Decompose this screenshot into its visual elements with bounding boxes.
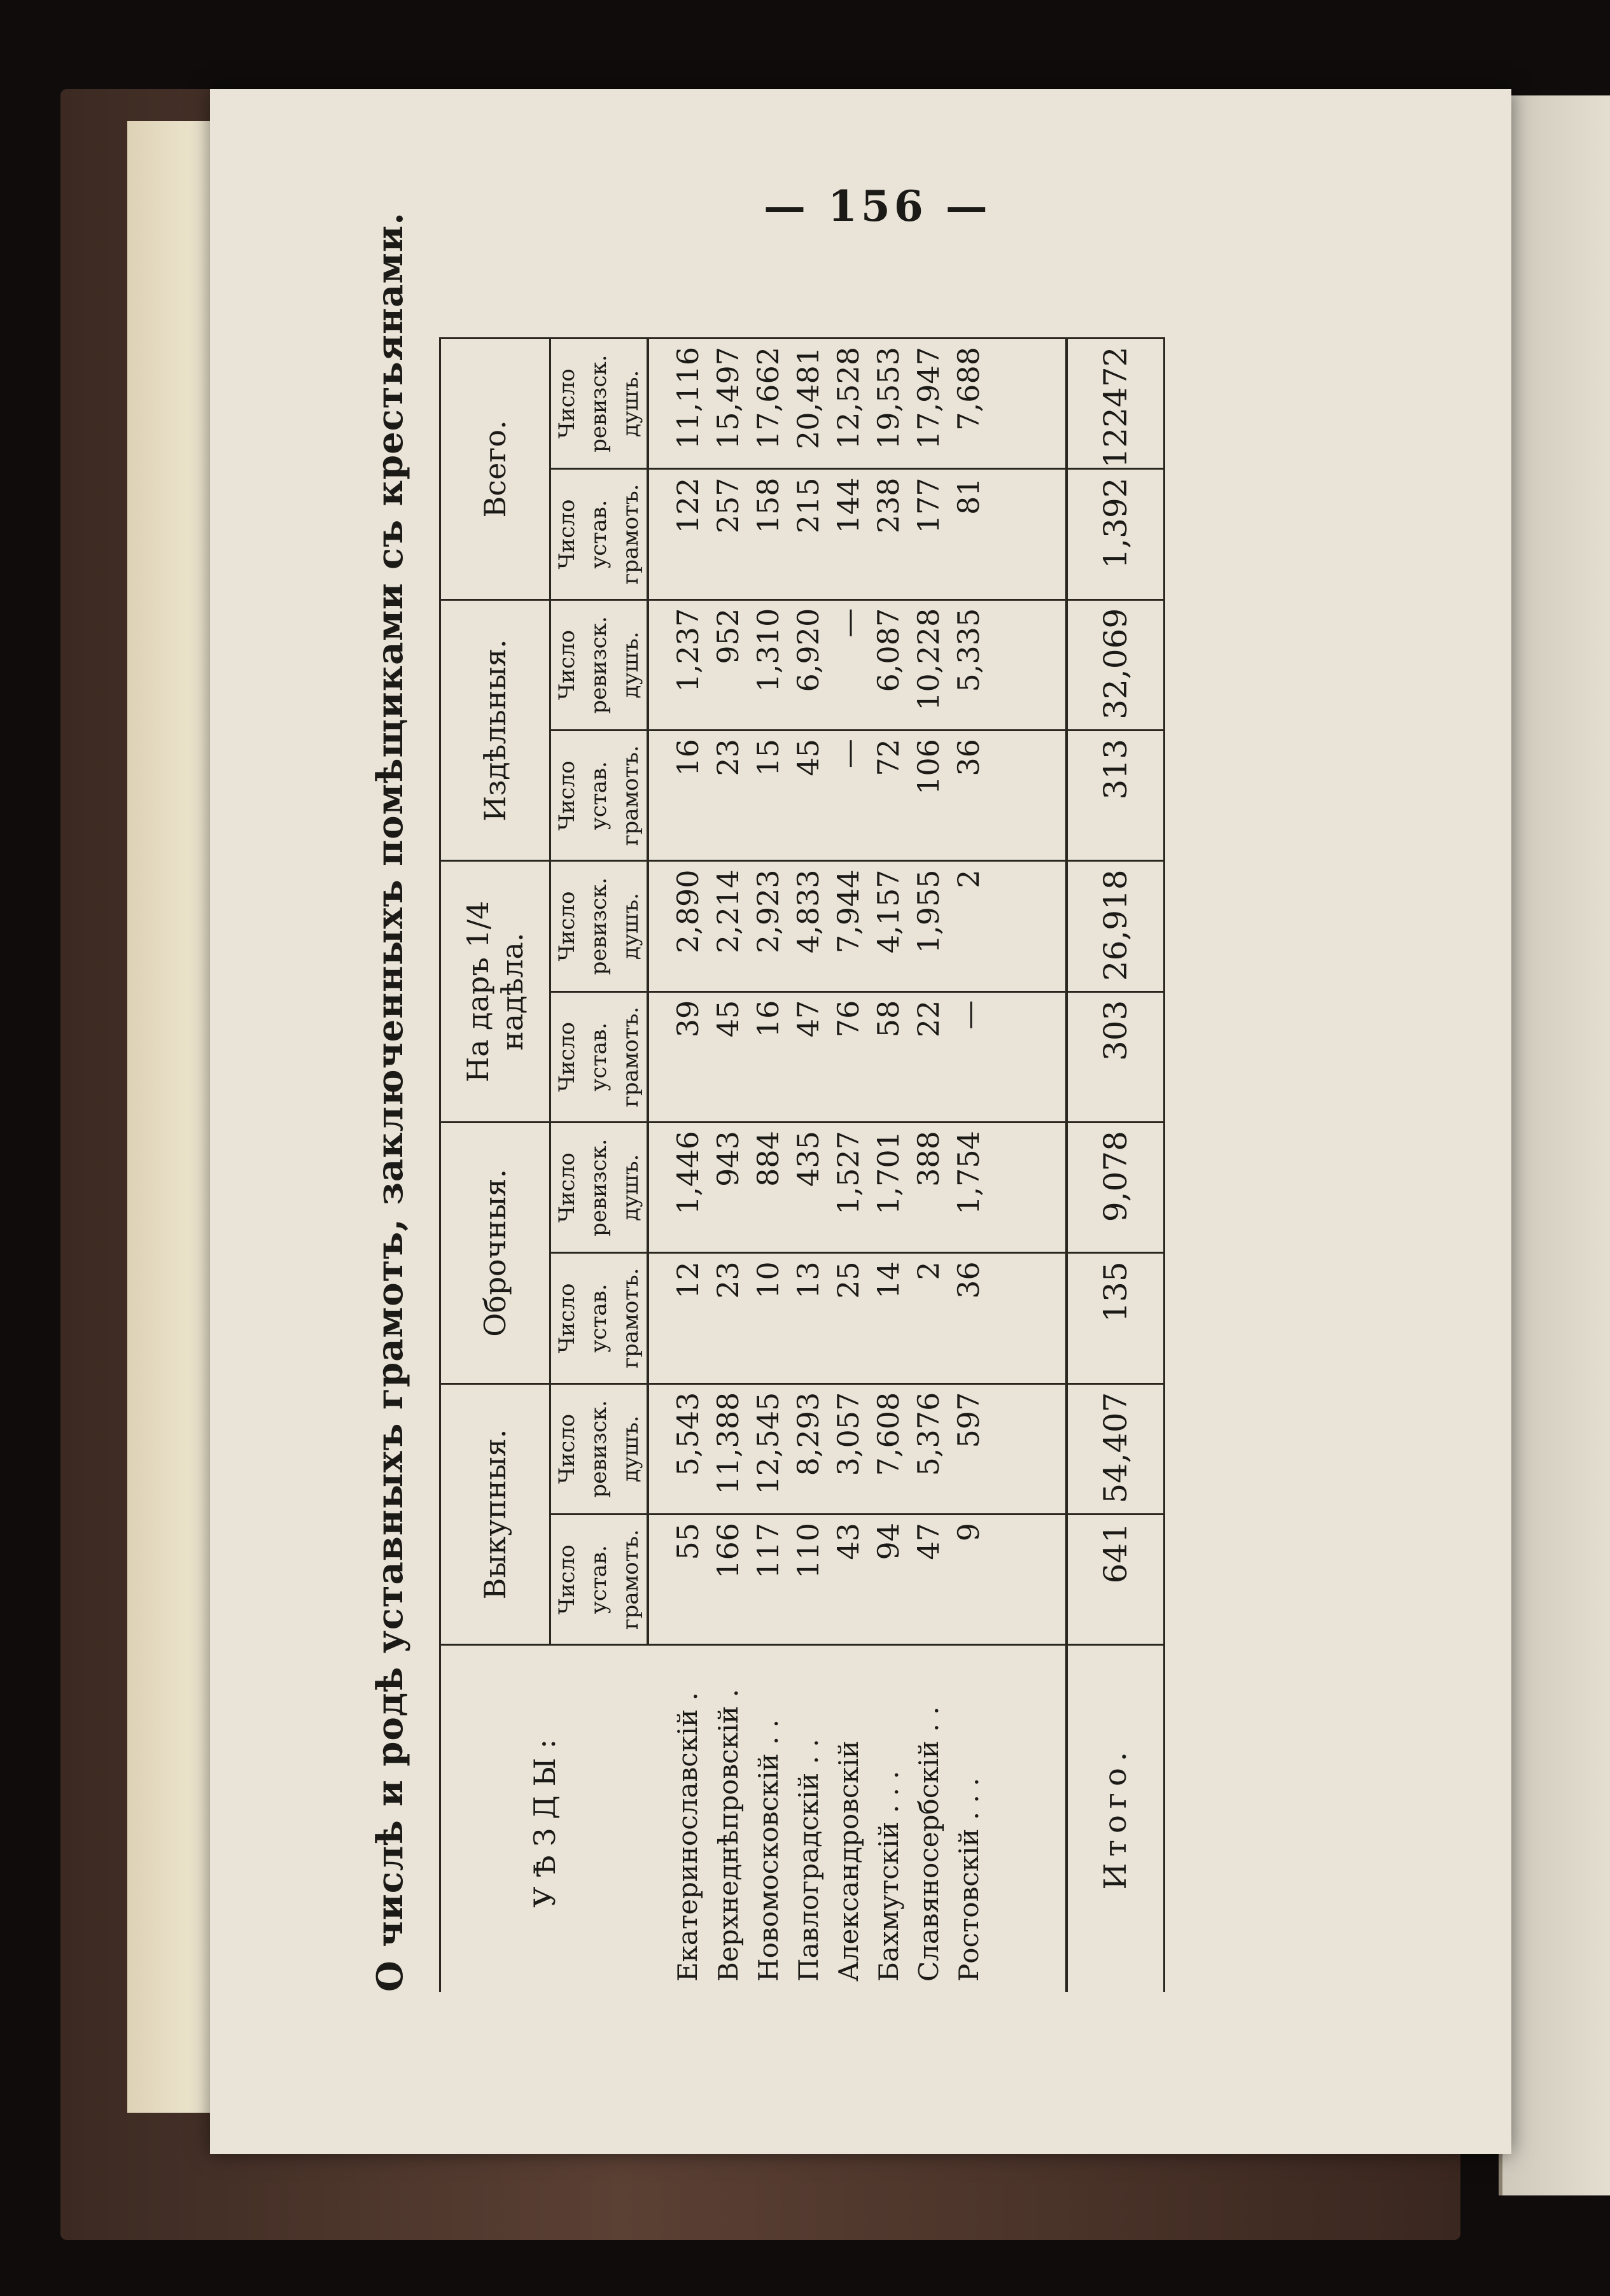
total-label: Итого. [1067, 1645, 1165, 1992]
table-cell: 435 [788, 1123, 829, 1253]
table-cell: 7,608 [869, 1383, 909, 1514]
district-name: Новомосковскій . . [748, 1645, 788, 1992]
table-cell: 4,833 [788, 861, 829, 991]
table-cell: 54,407 [1067, 1383, 1165, 1514]
group-header-corvee: Издѣльныя. [440, 599, 550, 861]
table-cell: 106 [909, 731, 949, 861]
empty-cell [989, 339, 1067, 469]
district-name: Верхнеднѣпровскій . [708, 1645, 748, 1992]
table-cell: 1,310 [748, 599, 788, 730]
subheader-souls: Число ревизск. душъ. [550, 1123, 648, 1253]
table-cell: 36 [949, 1253, 989, 1383]
table-cell: 13 [788, 1253, 829, 1383]
table-cell: 257 [708, 469, 748, 599]
table-cell: 25 [829, 1253, 869, 1383]
table-cell: 144 [829, 469, 869, 599]
district-header: УѢЗДЫ: [440, 1645, 648, 1992]
table-cell: 597 [949, 1383, 989, 1514]
table-caption: О числѣ и родѣ уставныхъ грамотъ, заключенныхъ помѣщиками съ крестьянами. [369, 212, 411, 1992]
table-cell: 81 [949, 469, 989, 599]
table-cell: 5,543 [648, 1383, 708, 1514]
total-row [1067, 339, 1165, 1992]
table-cell: 43 [829, 1514, 869, 1644]
table-cell: 14 [869, 1253, 909, 1383]
table-cell: 36 [949, 731, 989, 861]
table-cell: 9,078 [1067, 1123, 1165, 1253]
table-cell: 26,918 [1067, 861, 1165, 991]
table-cell: 11,388 [708, 1383, 748, 1514]
district-name: Павлоградскій . . [788, 1645, 829, 1992]
table-cell: 215 [788, 469, 829, 599]
table-cell: 8,293 [788, 1383, 829, 1514]
table-cell: — [829, 731, 869, 861]
table-cell: 388 [909, 1123, 949, 1253]
table-cell: 117 [748, 1514, 788, 1644]
facing-page-edge [1499, 95, 1610, 2195]
district-name: Екатеринославскій . [648, 1645, 708, 1992]
district-name: Бахмутскій . . . [869, 1645, 909, 1992]
table-cell: 303 [1067, 991, 1165, 1122]
table-cell: 55 [648, 1514, 708, 1644]
group-header-redemption: Выкупныя. [440, 1383, 550, 1645]
table-row [788, 339, 829, 1992]
subheader-charters: Число устав. грамотъ. [550, 731, 648, 861]
district-name: Александровскій [829, 1645, 869, 1992]
table-cell: 15,497 [708, 339, 748, 469]
empty-cell [989, 1383, 1067, 1514]
table-cell: 1,446 [648, 1123, 708, 1253]
table-cell: 166 [708, 1514, 748, 1644]
table-cell: 884 [748, 1123, 788, 1253]
district-name: Ростовскій . . . [949, 1645, 989, 1992]
table-cell: 12 [648, 1253, 708, 1383]
subheader-charters: Число устав. грамотъ. [550, 1253, 648, 1383]
table-cell: 10,228 [909, 599, 949, 730]
table-cell: 39 [648, 991, 708, 1122]
table-cell: 7,944 [829, 861, 869, 991]
charters-table [439, 337, 1165, 1992]
table-row [949, 339, 989, 1992]
empty-cell [989, 1645, 1067, 1992]
table-cell: 238 [869, 469, 909, 599]
rotated-table-block [369, 212, 1451, 1992]
table-cell: 122472 [1067, 339, 1165, 469]
table-cell: 10 [748, 1253, 788, 1383]
table-cell: 17,662 [748, 339, 788, 469]
table-row [748, 339, 788, 1992]
spacer-row [989, 339, 1067, 1992]
empty-cell [989, 599, 1067, 730]
table-cell: 32,069 [1067, 599, 1165, 730]
table-cell: 641 [1067, 1514, 1165, 1644]
empty-cell [989, 861, 1067, 991]
table-cell: 12,528 [829, 339, 869, 469]
table-cell: 952 [708, 599, 748, 730]
group-header-quitrent: Оброчныя. [440, 1123, 550, 1384]
table-cell: 45 [708, 991, 748, 1122]
table-cell: 94 [869, 1514, 909, 1644]
table-cell: 943 [708, 1123, 748, 1253]
table-cell: 11,116 [648, 339, 708, 469]
table-cell: 1,237 [648, 599, 708, 730]
empty-cell [989, 1514, 1067, 1644]
table-row [829, 339, 869, 1992]
subheader-souls: Число ревизск. душъ. [550, 599, 648, 730]
table-cell: 110 [788, 1514, 829, 1644]
table-cell: 158 [748, 469, 788, 599]
table-cell: 23 [708, 731, 748, 861]
table-cell: 72 [869, 731, 909, 861]
table-cell: 58 [869, 991, 909, 1122]
table-cell: 16 [748, 991, 788, 1122]
table-cell: — [949, 991, 989, 1122]
table-cell: 313 [1067, 731, 1165, 861]
table-cell: 23 [708, 1253, 748, 1383]
subheader-charters: Число устав. грамотъ. [550, 1514, 648, 1644]
group-header-total: Всего. [440, 339, 550, 600]
table-cell: 135 [1067, 1253, 1165, 1383]
table-cell: 19,553 [869, 339, 909, 469]
table-cell: 45 [788, 731, 829, 861]
table-cell: 20,481 [788, 339, 829, 469]
subheader-souls: Число ревизск. душъ. [550, 1383, 648, 1514]
group-header-gift: На даръ 1/4 надѣла. [440, 861, 550, 1123]
table-cell: 4,157 [869, 861, 909, 991]
table-cell: 1,701 [869, 1123, 909, 1253]
subheader-souls: Число ревизск. душъ. [550, 339, 648, 469]
table-cell: 17,947 [909, 339, 949, 469]
table-cell: 2 [949, 861, 989, 991]
page-number: — 156 — [764, 181, 991, 231]
table-cell: 1,527 [829, 1123, 869, 1253]
table-cell: 47 [909, 1514, 949, 1644]
subheader-charters: Число устав. грамотъ. [550, 991, 648, 1122]
empty-cell [989, 731, 1067, 861]
table-cell: 6,087 [869, 599, 909, 730]
empty-cell [989, 991, 1067, 1122]
table-cell: 1,754 [949, 1123, 989, 1253]
table-cell: 2 [909, 1253, 949, 1383]
table-cell: 7,688 [949, 339, 989, 469]
table-cell: 177 [909, 469, 949, 599]
table-row [869, 339, 909, 1992]
table-cell: 5,335 [949, 599, 989, 730]
table-cell: 5,376 [909, 1383, 949, 1514]
table-cell: 12,545 [748, 1383, 788, 1514]
district-name: Славяносербскій . . [909, 1645, 949, 1992]
table-cell: 76 [829, 991, 869, 1122]
empty-cell [989, 1123, 1067, 1253]
subheader-charters: Число устав. грамотъ. [550, 469, 648, 599]
table-row [648, 339, 708, 1992]
table-cell: 1,392 [1067, 469, 1165, 599]
table-cell: 22 [909, 991, 949, 1122]
table-cell: 3,057 [829, 1383, 869, 1514]
table-cell: — [829, 599, 869, 730]
table-cell: 9 [949, 1514, 989, 1644]
empty-cell [989, 469, 1067, 599]
table-cell: 122 [648, 469, 708, 599]
table-cell: 16 [648, 731, 708, 861]
empty-cell [989, 1253, 1067, 1383]
table-cell: 2,214 [708, 861, 748, 991]
table-cell: 1,955 [909, 861, 949, 991]
table-cell: 6,920 [788, 599, 829, 730]
table-cell: 15 [748, 731, 788, 861]
table-cell: 2,923 [748, 861, 788, 991]
table-cell: 2,890 [648, 861, 708, 991]
table-row [909, 339, 949, 1992]
subheader-souls: Число ревизск. душъ. [550, 861, 648, 991]
table-cell: 47 [788, 991, 829, 1122]
table-row [708, 339, 748, 1992]
